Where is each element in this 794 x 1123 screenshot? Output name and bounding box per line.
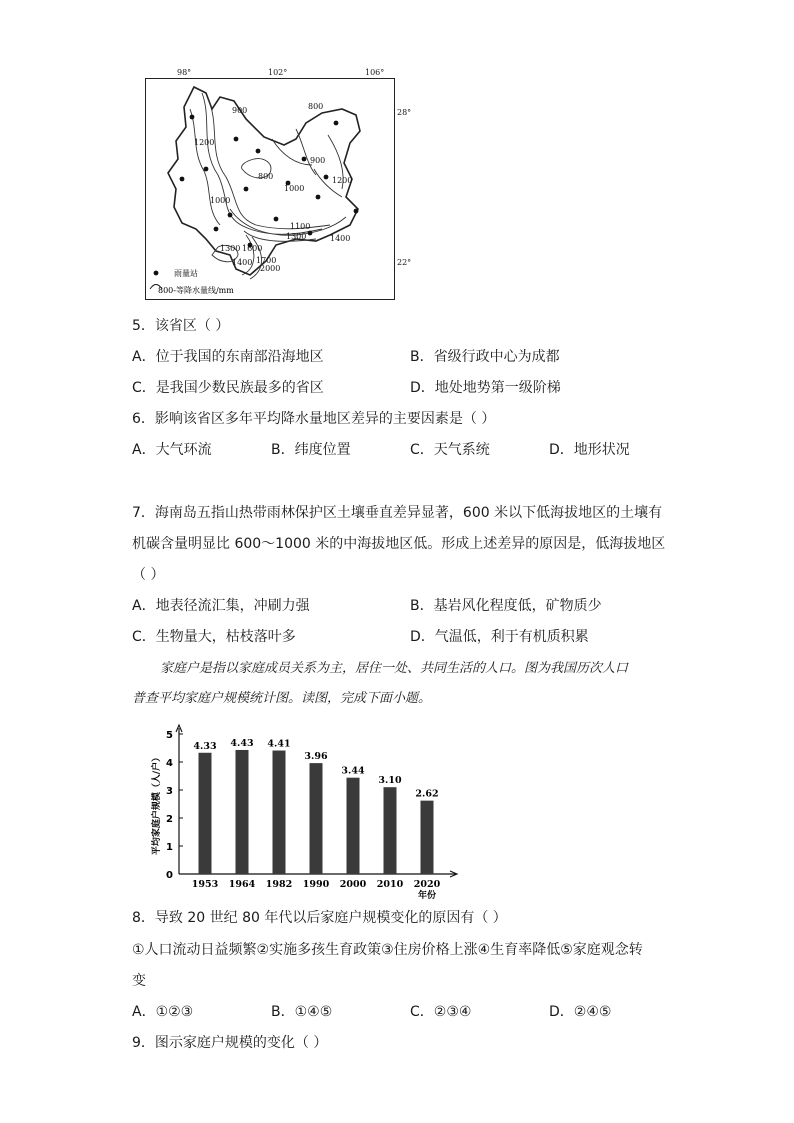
intro-line1: 家庭户是指以家庭成员关系为主，居住一处、共同生活的人口。图为我国历次人口 (160, 661, 629, 676)
bar-value-label: 2.62 (415, 788, 439, 800)
bar (236, 750, 249, 874)
q6-stem: 6．影响该省区多年平均降水量地区差异的主要因素是（ ） (132, 411, 496, 427)
isohyet-label: 800 (308, 102, 324, 111)
rain-station (214, 227, 219, 232)
lon-label-102: 102° (268, 68, 288, 77)
bar (347, 778, 360, 874)
legend-station-label: 雨量站 (174, 269, 198, 278)
isohyet-label: 1300 (286, 232, 307, 241)
x-tick-label: 1990 (302, 879, 330, 890)
q9-stem: 9．图示家庭户规模的变化（ ） (132, 1035, 328, 1051)
x-tick-label: 2020 (413, 879, 441, 890)
bar (199, 753, 212, 874)
rain-station (334, 121, 339, 126)
q5-option-d: D．地处地势第一级阶梯 (410, 380, 561, 396)
bar-value-label: 4.43 (230, 737, 254, 749)
y-tick-label: 2 (166, 814, 173, 825)
isohyet-line (242, 235, 254, 275)
x-tick-label: 2010 (376, 879, 404, 890)
rain-station (274, 217, 279, 222)
rain-station (256, 149, 261, 154)
isohyet-label: 900 (310, 156, 326, 165)
q6-option-b: B．纬度位置 (271, 442, 351, 458)
isohyet-label: 1200 (332, 176, 353, 185)
bar-value-label: 4.33 (193, 740, 217, 752)
x-tick-label: 2000 (339, 879, 367, 890)
isohyet-label: 1300 (220, 244, 241, 253)
map-drawing (146, 79, 394, 299)
q7-stem-line3: （ ） (132, 567, 165, 583)
y-tick-label: 3 (166, 786, 173, 797)
rain-station (308, 231, 313, 236)
q5-option-b: B．省级行政中心为成都 (410, 349, 560, 365)
lat-label-22: 22° (397, 258, 412, 267)
isohyet-label: 1700 (256, 256, 277, 265)
isohyet-label: 900 (232, 106, 248, 115)
q8-option-d: D．②④⑤ (549, 1004, 612, 1020)
q7-stem-line2: 机碳含量明显比 600～1000 米的中海拔地区低。形成上述差异的原因是，低海拔地区 (132, 536, 666, 552)
isohyet-label: 1200 (194, 138, 215, 147)
legend-station-icon (154, 271, 159, 276)
rain-station (302, 157, 307, 162)
x-tick-label: 1953 (191, 879, 219, 890)
bar-value-label: 3.96 (304, 751, 328, 763)
rain-station (190, 115, 195, 120)
isohyet-label: 1100 (290, 222, 311, 231)
household-size-chart (145, 722, 465, 900)
legend-isohyet-label: 800-等降水量线/mm (158, 286, 234, 295)
q8-stem: 8．导致 20 世纪 80 年代以后家庭户规模变化的原因有（ ） (132, 910, 507, 926)
x-axis-label: 年份 (417, 891, 437, 900)
y-axis-label: 平均家庭户规模（人/户） (152, 752, 162, 856)
isohyet-label: 1000 (210, 196, 231, 205)
isohyet-label: 1400 (330, 234, 351, 243)
bar (384, 787, 397, 874)
lat-label-28: 28° (397, 108, 412, 117)
rain-station (234, 137, 239, 142)
rain-station (204, 167, 209, 172)
rain-station (180, 177, 185, 182)
q5-option-c: C．是我国少数民族最多的省区 (132, 380, 324, 396)
rain-station (324, 175, 329, 180)
q6-option-c: C．天气系统 (410, 442, 490, 458)
x-tick-label: 1982 (265, 879, 293, 890)
q8-options-line2: 变 (132, 973, 146, 989)
x-tick-label: 1964 (228, 879, 256, 890)
isohyet-label: 2000 (260, 264, 281, 273)
q8-option-c: C．②③④ (410, 1004, 472, 1020)
q7-option-c: C．生物量大，枯枝落叶多 (132, 629, 296, 645)
q7-option-a: A．地表径流汇集，冲刷力强 (132, 598, 310, 614)
q7-stem-line1: 7．海南岛五指山热带雨林保护区土壤垂直差异显著，600 米以下低海拔地区的土壤有 (132, 505, 663, 521)
isohyet-label: 1400 (232, 258, 253, 267)
bar (273, 751, 286, 874)
lon-label-98: 98° (177, 68, 192, 77)
q5-option-a: A．位于我国的东南部沿海地区 (132, 349, 324, 365)
q8-option-a: A．①②③ (132, 1004, 194, 1020)
rain-station (244, 187, 249, 192)
isohyet-label: 1000 (284, 184, 305, 193)
y-tick-label: 4 (166, 758, 173, 769)
q5-stem: 5．该省区（ ） (132, 318, 230, 334)
y-tick-label: 0 (166, 870, 173, 881)
y-tick-label: 5 (166, 730, 173, 741)
isohyet-line (202, 93, 322, 234)
lon-label-106: 106° (365, 68, 385, 77)
precipitation-map (145, 78, 395, 300)
y-tick-label: 1 (166, 842, 173, 853)
q6-option-d: D．地形状况 (549, 442, 630, 458)
bar-value-label: 3.44 (341, 765, 365, 777)
q8-option-b: B．①④⑤ (271, 1004, 333, 1020)
q7-option-d: D．气温低，利于有机质积累 (410, 629, 589, 645)
rain-station (354, 209, 359, 214)
intro-line2: 普查平均家庭户规模统计图。读图，完成下面小题。 (132, 691, 432, 706)
q7-option-b: B．基岩风化程度低，矿物质少 (410, 598, 602, 614)
isohyet-line (296, 129, 316, 175)
bar-value-label: 3.10 (378, 775, 402, 787)
rain-station (316, 195, 321, 200)
q8-options-line1: ①人口流动日益频繁②实施多孩生育政策③住房价格上涨④生育率降低⑤家庭观念转 (132, 942, 643, 958)
isohyet-label: 800 (258, 172, 274, 181)
rain-station (228, 213, 233, 218)
bar-value-label: 4.41 (267, 738, 291, 750)
q6-option-a: A．大气环流 (132, 442, 212, 458)
bar (310, 763, 323, 874)
bar (421, 801, 434, 874)
isohyet-label: 1600 (242, 244, 263, 253)
